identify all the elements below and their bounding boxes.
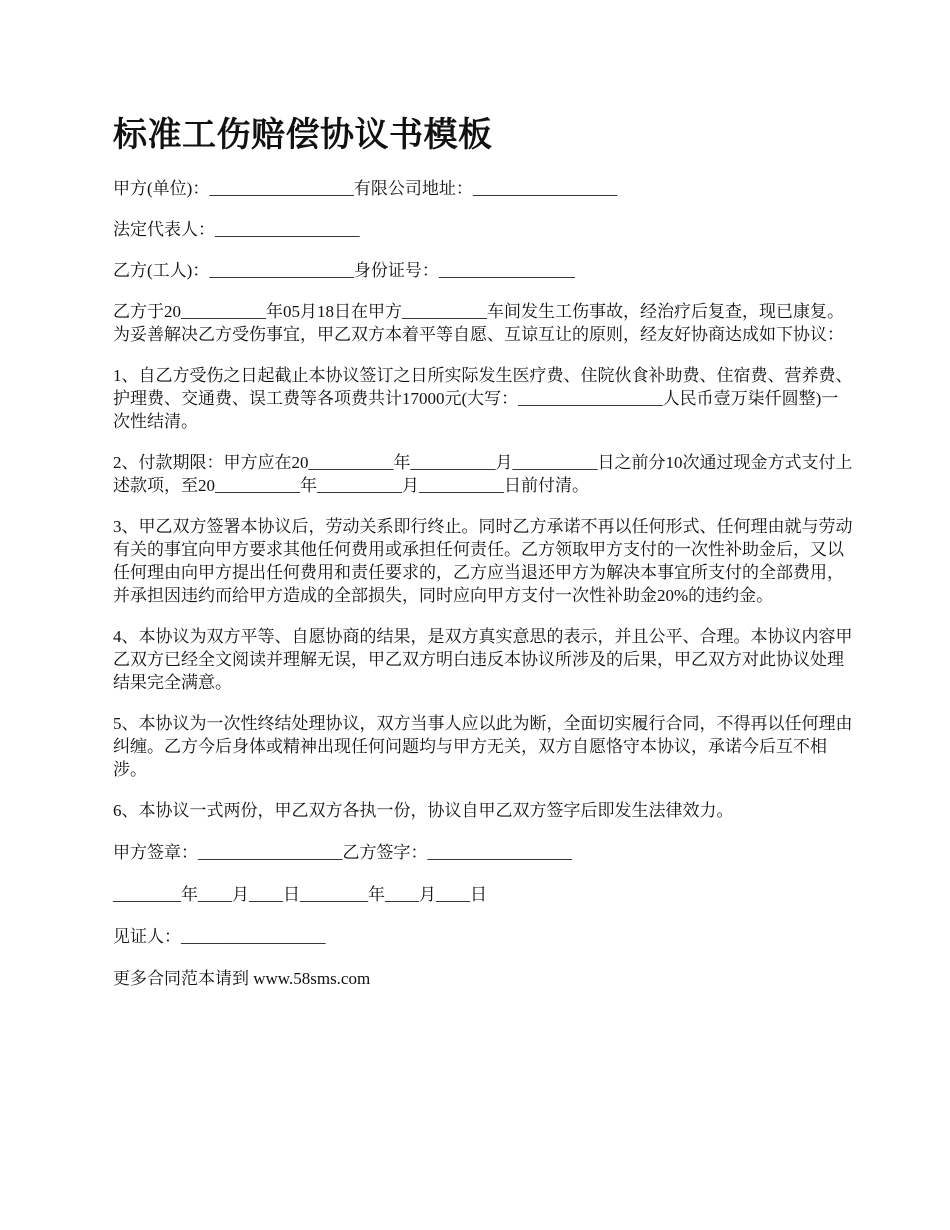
clause-5: 5、本协议为一次性终结处理协议，双方当事人应以此为断，全面切实履行合同，不得再以任何理由纠缠。乙方今后身体或精神出现任何问题均与甲方无关，双方自愿恪守本协议，承诺今后互不相涉。	[113, 714, 853, 779]
legal-representative-line: 法定代表人：_________________	[113, 220, 360, 239]
date-line: ________年____月____日________年____月____日	[113, 885, 487, 904]
signature-line: 甲方签章：_________________乙方签字：_________________	[113, 843, 572, 862]
clause-6: 6、本协议一式两份，甲乙双方各执一份，协议自甲乙双方签字后即发生法律效力。	[113, 801, 734, 820]
clause-4: 4、本协议为双方平等、自愿协商的结果，是双方真实意思的表示，并且公平、合理。本协议内容甲乙双方已经全文阅读并理解无误，甲乙双方明白违反本协议所涉及的后果，甲乙双方对此协议处理结果完全满意。	[113, 627, 853, 692]
party-b-line: 乙方(工人)：_________________身份证号：________________	[113, 261, 575, 280]
clause-3: 3、甲乙双方签署本协议后，劳动关系即行终止。同时乙方承诺不再以任何形式、任何理由就与劳动有关的事宜向甲方要求其他任何费用或承担任何责任。乙方领取甲方支付的一次性补助金后，又以任何理由向甲方提出任何费用和责任要求的，乙方应当退还甲方为解决本事宜所支付的全部费用，并承担因违约而给甲方造成的全部损失，同时应向甲方支付一次性补助金20%的违约金。	[113, 517, 853, 605]
witness-line: 见证人：_________________	[113, 927, 326, 946]
document-title: 标准工伤赔偿协议书模板	[113, 117, 493, 154]
intro-paragraph: 乙方于20__________年05月18日在甲方__________车间发生工伤事故，经治疗后复查，现已康复。为妥善解决乙方受伤事宜，甲乙双方本着平等自愿、互谅互让的原则，经友好协商达成如下协议：	[113, 302, 844, 344]
party-a-line: 甲方(单位)：_________________有限公司地址：_________________	[113, 179, 618, 198]
clause-2: 2、付款期限：甲方应在20__________年__________月__________日之前分10次通过现金方式支付上述款项，至20__________年__________月__________日前付清。	[113, 453, 853, 495]
footer-link-text: 更多合同范本请到 www.58sms.com	[113, 969, 371, 988]
clause-1: 1、自乙方受伤之日起截止本协议签订之日所实际发生医疗费、住院伙食补助费、住宿费、营养费、护理费、交通费、误工费等各项费共计17000元(大写：_________________人民币壹万柒仟圆整)一次性结清。	[113, 366, 853, 431]
document-page	[113, 112, 853, 1008]
